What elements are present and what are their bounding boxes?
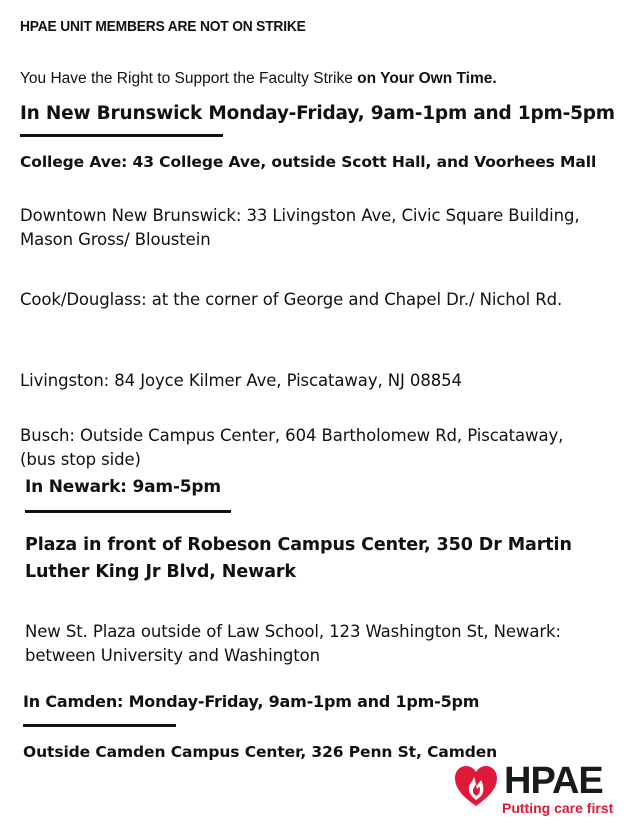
new-brunswick-title: In New Brunswick Monday-Friday, 9am-1pm and 1pm-5pm (20, 103, 615, 124)
location-camden-center: Outside Camden Campus Center, 326 Penn St, Camden (23, 743, 498, 761)
heart-flame-icon (452, 762, 500, 810)
rights-emphasis: on Your Own Time. (357, 70, 497, 87)
location-college-ave: College Ave: 43 College Ave, outside Scott Hall, and Voorhees Mall (20, 153, 597, 171)
location-cook-douglass: Cook/Douglass: at the corner of George and Chapel Dr./ Nichol Rd. (20, 290, 563, 309)
location-busch: Busch: Outside Campus Center, 604 Bartholomew Rd, Piscataway, (bus stop side) (20, 426, 564, 469)
location-livingston: Livingston: 84 Joyce Kilmer Ave, Piscataway, NJ 08854 (20, 371, 462, 390)
location-downtown-nb: Downtown New Brunswick: 33 Livingston Ave, Civic Square Building, Mason Gross/ Bloustein (20, 206, 580, 249)
rights-statement (20, 70, 497, 88)
newark-rule (25, 510, 231, 513)
camden-title: In Camden: Monday-Friday, 9am-1pm and 1pm-5pm (23, 692, 480, 711)
location-robeson: Plaza in front of Robeson Campus Center, 350 Dr Martin Luther King Jr Blvd, Newark (25, 535, 572, 582)
newark-title: In Newark: 9am-5pm (25, 477, 221, 497)
camden-rule (23, 724, 176, 727)
logo-wordmark: HPAE (504, 760, 603, 802)
logo-tagline: Putting care first (502, 800, 614, 816)
new-brunswick-rule (20, 134, 223, 137)
headline: HPAE UNIT MEMBERS ARE NOT ON STRIKE (20, 18, 306, 35)
rights-text: You Have the Right to Support the Faculty Strike (20, 70, 358, 87)
location-law-school: New St. Plaza outside of Law School, 123 Washington St, Newark: between University and Washington (25, 622, 561, 665)
hpae-logo (452, 760, 622, 820)
